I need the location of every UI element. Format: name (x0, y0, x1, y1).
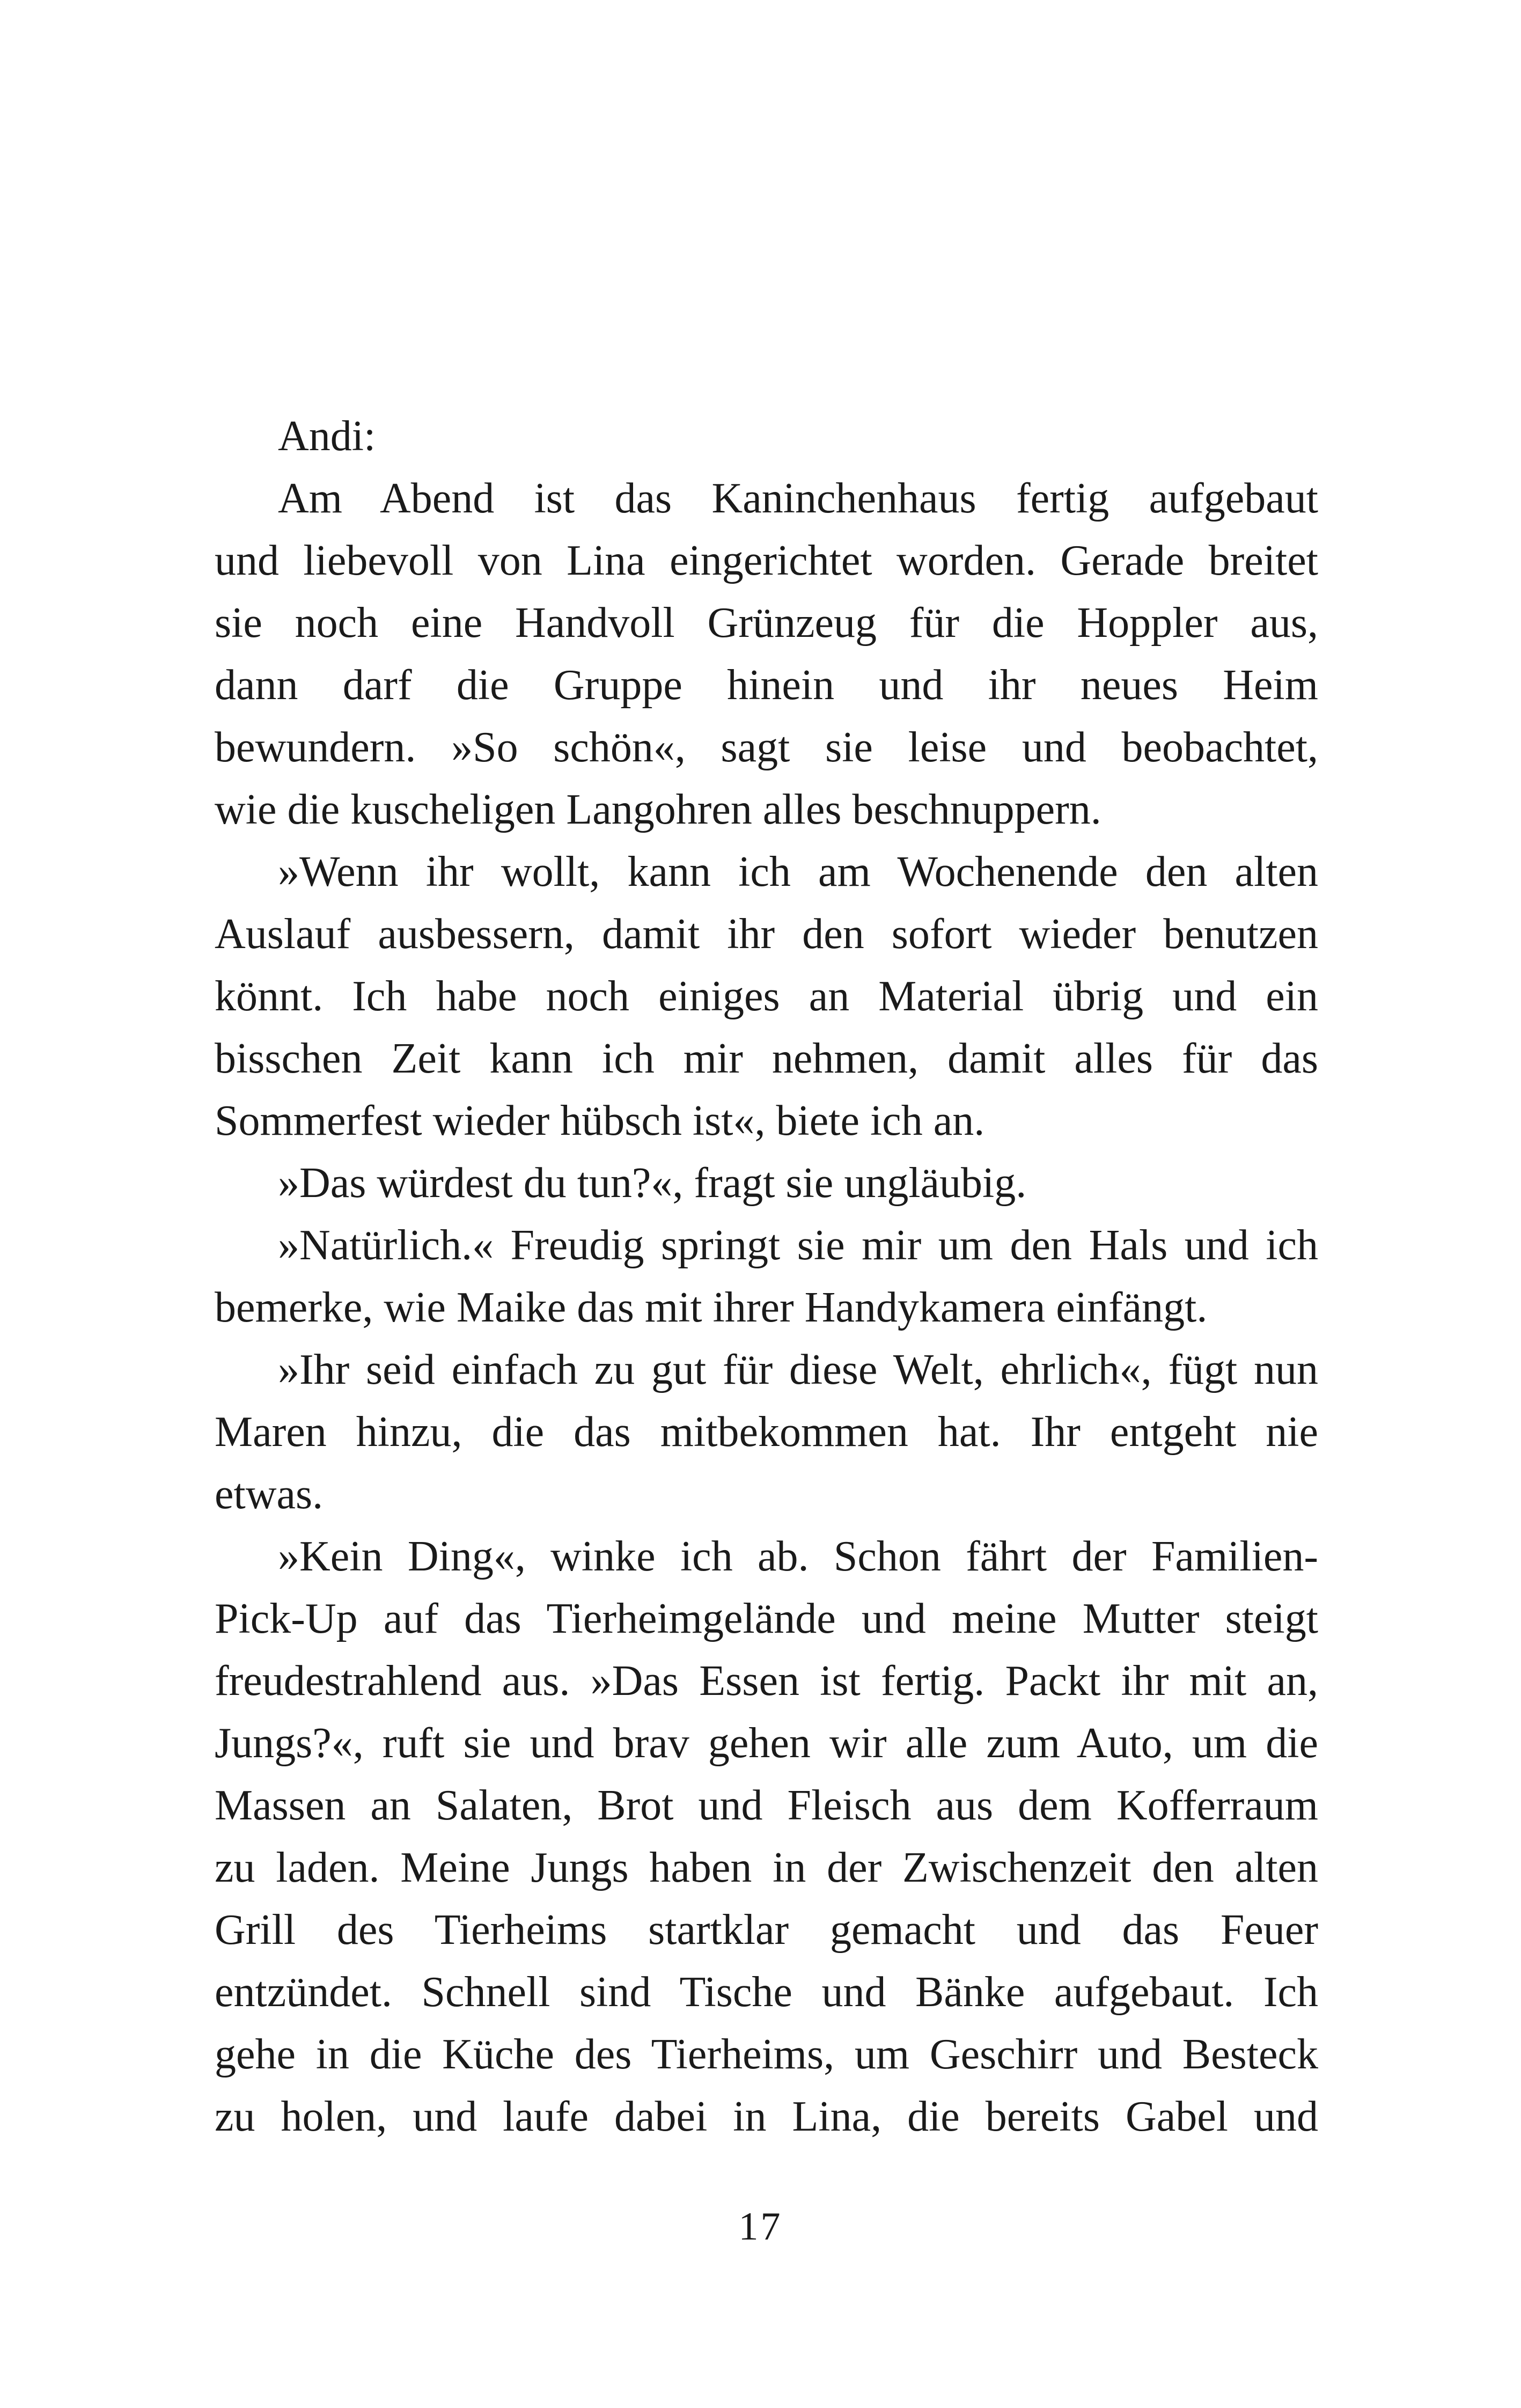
book-page-text (215, 405, 1318, 2148)
text-line: »Natürlich.« Freudig springt sie mir um den Hals und ich (278, 1222, 1318, 1269)
text-line: Pick-Up auf das Tierheimgelände und meine Mutter steigt (215, 1595, 1318, 1642)
text-line: bewundern. »So schön«, sagt sie leise und beobachtet, (215, 724, 1318, 771)
text-line: und liebevoll von Lina eingerichtet worden. Gerade breitet (215, 537, 1318, 584)
text-line: gehe in die Küche des Tierheims, um Geschirr und Besteck (215, 2031, 1318, 2078)
text-line: Sommerfest wieder hübsch ist«, biete ich an. (215, 1097, 985, 1144)
text-line: »Wenn ihr wollt, kann ich am Wochenende den alten (278, 848, 1318, 895)
text-line: dann darf die Gruppe hinein und ihr neues Heim (215, 662, 1318, 709)
text-line: Andi: (278, 413, 376, 460)
text-line: bisschen Zeit kann ich mir nehmen, damit alles für das (215, 1035, 1318, 1082)
text-line: »Ihr seid einfach zu gut für diese Welt, ehrlich«, fügt nun (278, 1346, 1318, 1393)
text-line: freudestrahlend aus. »Das Essen ist fertig. Packt ihr mit an, (215, 1657, 1318, 1705)
text-line: Jungs?«, ruft sie und brav gehen wir alle zum Auto, um die (215, 1720, 1318, 1767)
text-line: entzündet. Schnell sind Tische und Bänke aufgebaut. Ich (215, 1969, 1318, 2016)
text-line: bemerke, wie Maike das mit ihrer Handykamera einfängt. (215, 1284, 1208, 1331)
text-line: könnt. Ich habe noch einiges an Material übrig und ein (215, 973, 1318, 1020)
page-number: 17 (738, 2205, 783, 2249)
text-line: Am Abend ist das Kaninchenhaus fertig aufgebaut (278, 475, 1318, 522)
text-line: Grill des Tierheims startklar gemacht und das Feuer (215, 1906, 1318, 1954)
text-line: Maren hinzu, die das mitbekommen hat. Ihr entgeht nie (215, 1408, 1318, 1456)
text-line: zu laden. Meine Jungs haben in der Zwischenzeit den alten (215, 1844, 1318, 1891)
text-line: zu holen, und laufe dabei in Lina, die bereits Gabel und (215, 2093, 1318, 2140)
text-line: etwas. (215, 1471, 324, 1518)
text-line: Auslauf ausbessern, damit ihr den sofort wieder benutzen (215, 911, 1318, 958)
text-line: »Das würdest du tun?«, fragt sie ungläubig. (278, 1159, 1027, 1207)
text-line: sie noch eine Handvoll Grünzeug für die Hoppler aus, (215, 599, 1318, 647)
text-line: Massen an Salaten, Brot und Fleisch aus dem Kofferraum (215, 1782, 1318, 1829)
text-line: wie die kuscheligen Langohren alles beschnuppern. (215, 786, 1101, 833)
text-line: »Kein Ding«, winke ich ab. Schon fährt der Familien- (278, 1533, 1318, 1580)
